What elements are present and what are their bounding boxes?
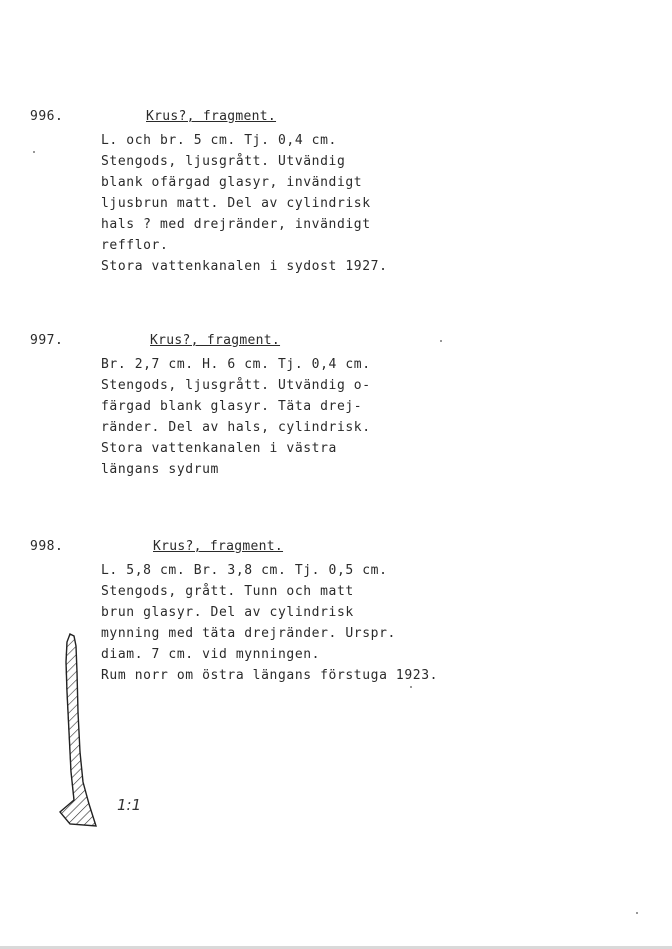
description-line: blank ofärgad glasyr, invändigt <box>101 175 363 190</box>
entry-number: 996. <box>30 109 64 124</box>
scale-label: 1:1 <box>117 796 142 814</box>
description-line: Stengods, ljusgrått. Utvändig o- <box>101 378 371 393</box>
scan-speck <box>33 151 35 153</box>
description-line: ljusbrun matt. Del av cylindrisk <box>101 196 371 211</box>
description-line: L. 5,8 cm. Br. 3,8 cm. Tj. 0,5 cm. <box>101 563 388 578</box>
entry-description <box>101 560 438 686</box>
description-line: L. och br. 5 cm. Tj. 0,4 cm. <box>101 133 337 148</box>
description-line: diam. 7 cm. vid mynningen. <box>101 647 321 662</box>
description-line: Br. 2,7 cm. H. 6 cm. Tj. 0,4 cm. <box>101 357 371 372</box>
description-line: Stora vattenkanalen i sydost 1927. <box>101 259 388 274</box>
profile-section-shape <box>60 634 96 826</box>
description-line: brun glasyr. Del av cylindrisk <box>101 605 354 620</box>
entry-number: 998. <box>30 539 64 554</box>
entry-description <box>101 130 388 277</box>
scan-speck <box>440 340 442 342</box>
entry-title: Krus?, fragment. <box>153 539 284 554</box>
description-line: refflor. <box>101 238 169 253</box>
description-line: ränder. Del av hals, cylindrisk. <box>101 420 371 435</box>
description-line: längans sydrum <box>101 462 219 477</box>
description-line: mynning med täta drejränder. Urspr. <box>101 626 396 641</box>
entry-description <box>101 354 371 480</box>
description-line: färgad blank glasyr. Täta drej- <box>101 399 363 414</box>
entry-title: Krus?, fragment. <box>150 333 281 348</box>
scan-speck <box>636 912 638 914</box>
scan-speck <box>410 686 412 688</box>
fragment-profile-drawing <box>56 632 106 832</box>
entry-number: 997. <box>30 333 64 348</box>
description-line: Stengods, ljusgrått. Utvändig <box>101 154 346 169</box>
description-line: Rum norr om östra längans förstuga 1923. <box>101 668 439 683</box>
entry-title: Krus?, fragment. <box>146 109 277 124</box>
description-line: Stora vattenkanalen i västra <box>101 441 337 456</box>
description-line: hals ? med drejränder, invändigt <box>101 217 371 232</box>
description-line: Stengods, grått. Tunn och matt <box>101 584 354 599</box>
